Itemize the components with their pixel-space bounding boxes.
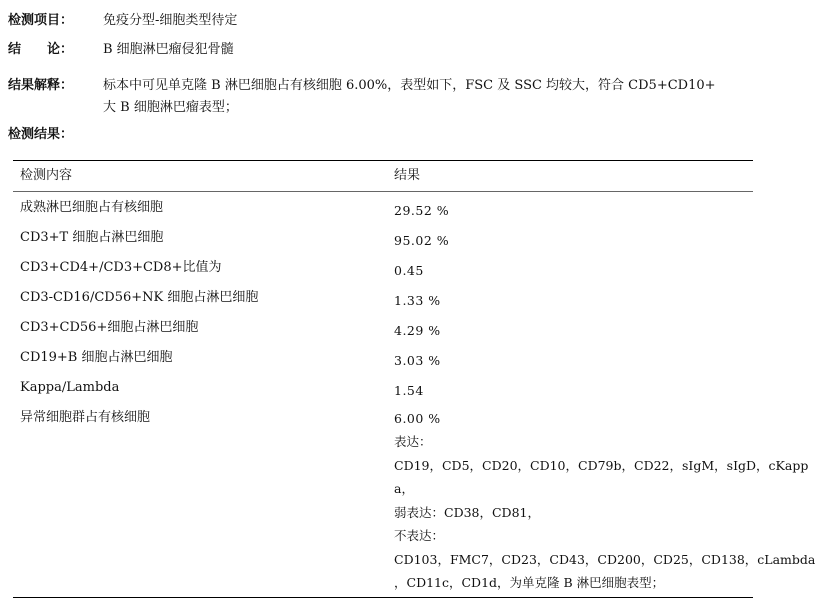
conclusion-value: B 细胞淋巴瘤侵犯骨髓 — [103, 42, 234, 57]
results-label: 检测结果： — [8, 127, 74, 142]
row-result: 6.00 % — [394, 411, 441, 426]
detail-line: 弱表达：CD38，CD81， — [394, 504, 540, 520]
column-header-result: 结果 — [394, 168, 421, 183]
interpretation-line-1: 标本中可见单克隆 B 淋巴细胞占有核细胞 6.00%，表型如下，FSC 及 SSC 均较大，符合 CD5+CD10+ — [103, 78, 716, 93]
abnormal-phenotype-detail — [394, 430, 815, 595]
row-item: 成熟淋巴细胞占有核细胞 — [20, 200, 164, 215]
detail-line: a， — [394, 481, 414, 496]
row-result: 4.29 % — [394, 323, 441, 338]
detail-line: 不表达： — [394, 528, 445, 543]
column-header-item: 检测内容 — [20, 168, 73, 183]
row-result: 3.03 % — [394, 353, 441, 368]
detail-line: CD103，FMC7，CD23，CD43，CD200，CD25，CD138，cLambda — [394, 551, 815, 567]
project-value: 免疫分型-细胞类型待定 — [103, 13, 238, 28]
table-header-rule — [13, 191, 753, 192]
interpretation-label: 结果解释： — [8, 78, 74, 93]
conclusion-label: 结 论： — [8, 42, 74, 57]
row-result: 95.02 % — [394, 233, 450, 248]
row-result: 29.52 % — [394, 203, 450, 218]
row-item: CD19+B 细胞占淋巴细胞 — [20, 350, 173, 365]
row-item: CD3+CD4+/CD3+CD8+比值为 — [20, 260, 222, 275]
project-label: 检测项目： — [8, 13, 74, 28]
detail-line: 表达： — [394, 434, 432, 449]
detail-line: ，CD11c，CD1d，为单克隆 B 淋巴细胞表型； — [394, 575, 665, 590]
row-item: CD3+T 细胞占淋巴细胞 — [20, 230, 164, 245]
table-bottom-rule — [13, 597, 753, 598]
row-item: 异常细胞群占有核细胞 — [20, 410, 151, 425]
interpretation-text — [103, 75, 763, 119]
row-item: CD3+CD56+细胞占淋巴细胞 — [20, 320, 199, 335]
row-item: CD3-CD16/CD56+NK 细胞占淋巴细胞 — [20, 290, 259, 305]
table-top-rule — [13, 160, 753, 161]
row-result: 1.33 % — [394, 293, 441, 308]
row-item: Kappa/Lambda — [20, 380, 120, 395]
interpretation-row — [0, 75, 773, 125]
row-result: 1.54 — [394, 383, 424, 398]
row-result: 0.45 — [394, 263, 424, 278]
interpretation-line-2: 大 B 细胞淋巴瘤表型； — [103, 100, 238, 115]
detail-line: CD19，CD5，CD20，CD10，CD79b，CD22，sIgM，sIgD，cKapp — [394, 457, 809, 473]
